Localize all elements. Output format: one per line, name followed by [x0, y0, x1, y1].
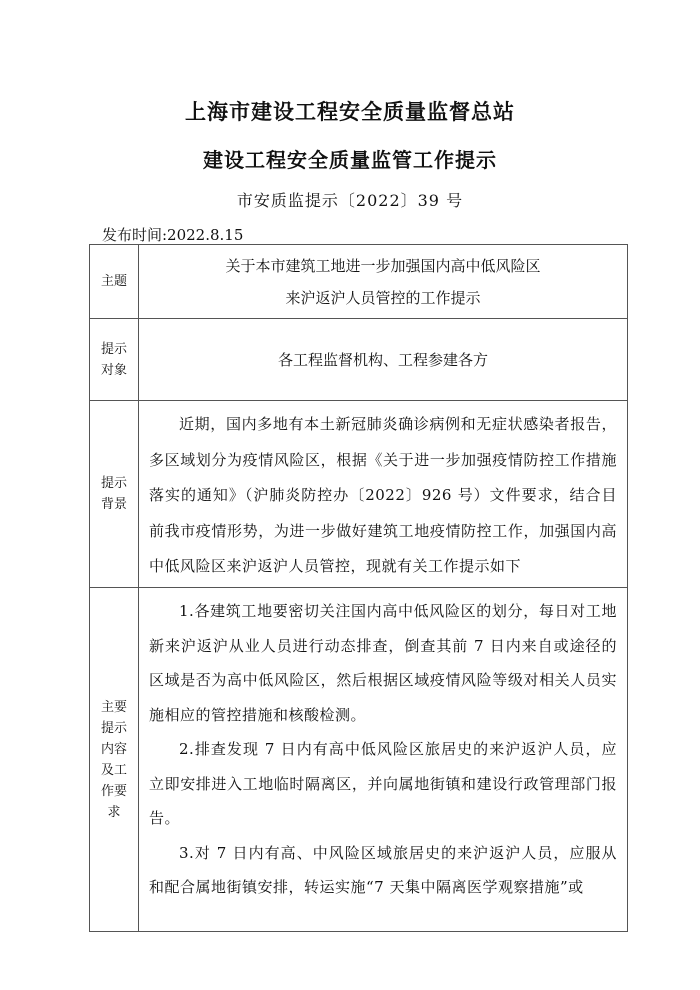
issuing-organization: 上海市建设工程安全质量监督总站: [185, 100, 515, 124]
requirement-item-1: 1.各建筑工地要密切关注国内高中低风险区的划分，每日对工地新来沪返沪从业人员进行动态排查，倒查其前 7 日内来自或途径的区域是否为高中低风险区，然后根据区域疫情风险等级对相关人员实施相应的管控措施和核酸检测。: [149, 602, 617, 724]
background-row: [90, 401, 628, 588]
target-label: [90, 319, 139, 401]
target-label-text: 提示对象: [101, 341, 128, 378]
requirements-label: [90, 588, 139, 932]
background-label-text: 提示背景: [101, 476, 128, 512]
subject-label: 主题: [90, 245, 139, 319]
publish-date: 发布时间:2022.8.15: [102, 226, 244, 244]
requirements-value: [139, 588, 628, 932]
requirements-row: [90, 588, 628, 932]
target-value: 各工程监督机构、工程参建各方: [139, 319, 628, 401]
subject-value: [139, 245, 628, 319]
subject-row: [90, 245, 628, 319]
requirement-item-3: 3.对 7 日内有高、中风险区域旅居史的来沪返沪人员，应服从和配合属地街镇安排，转运实施“7 天集中隔离医学观察措施”或: [149, 843, 617, 896]
background-paragraph: 近期，国内多地有本土新冠肺炎确诊病例和无症状感染者报告，多区域划分为疫情风险区，根据《关于进一步加强疫情防控工作措施落实的通知》（沪肺炎防控办〔2022〕926 号）文件要求，结合目前我市疫情形势，为进一步做好建筑工地疫情防控工作，加强国内高中低风险区来沪返沪人员管控，现就有关工作提示如下: [149, 415, 617, 576]
notice-table: [89, 244, 628, 932]
requirement-item-2: 2.排查发现 7 日内有高中低风险区旅居史的来沪返沪人员，应立即安排进入工地临时隔离区，并向属地街镇和建设行政管理部门报告。: [149, 740, 617, 827]
requirements-label-text: 主要提示内容及工作要求: [101, 699, 128, 820]
target-row: [90, 319, 628, 401]
subject-line-2: 来沪返沪人员管控的工作提示: [285, 288, 481, 307]
document-title: 建设工程安全质量监管工作提示: [203, 148, 497, 172]
background-label: [90, 401, 139, 588]
background-value: [139, 401, 628, 588]
subject-line-1: 关于本市建筑工地进一步加强国内高中低风险区: [225, 256, 541, 275]
document-number: 市安质监提示〔2022〕39 号: [236, 191, 464, 210]
